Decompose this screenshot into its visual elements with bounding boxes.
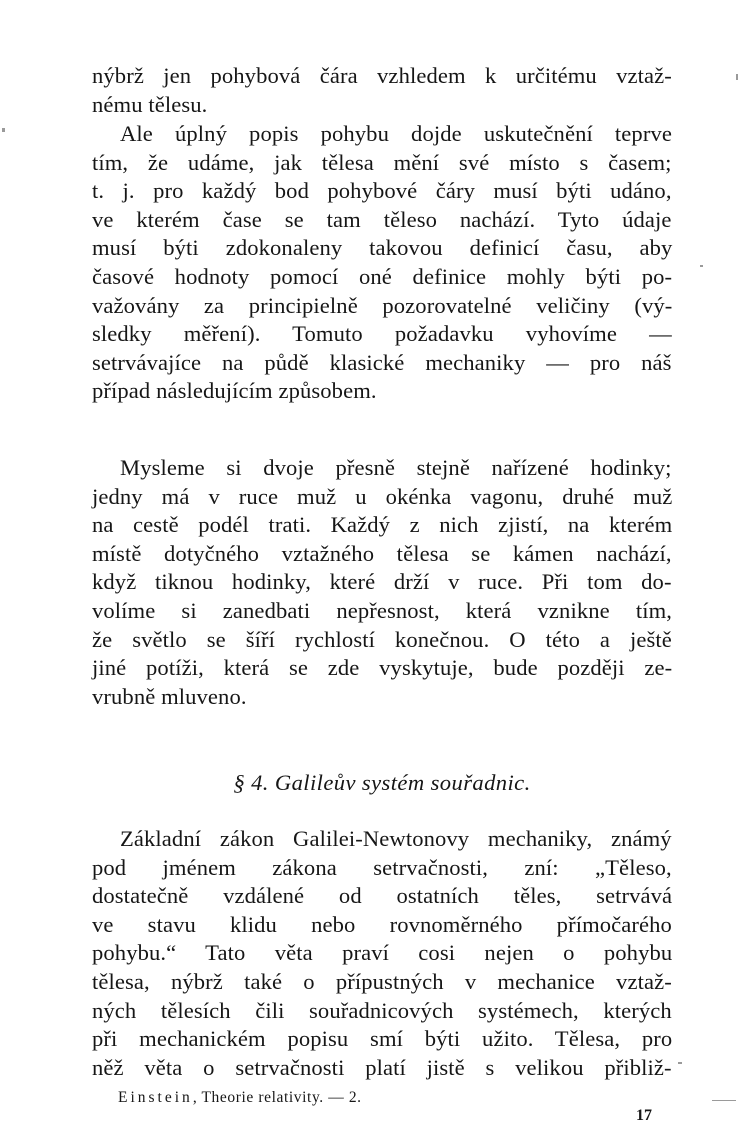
text-line: nýbrž jen pohybová čára vzhledem k určitému vztaž- (92, 63, 672, 88)
scan-speck (736, 74, 738, 80)
text-line: místě dotyčného vztažného tělesa se kámen nachází, (92, 540, 672, 566)
text-line: ve stavu klidu nebo rovnoměrného přímočarého (92, 911, 672, 937)
text-line: sledky měření). Tomuto požadavku vyhovíme — (92, 321, 672, 347)
scan-speck (712, 1100, 736, 1101)
text-line: musí býti zdokonaleny takovou definicí času, aby (92, 235, 673, 261)
scan-speck (700, 265, 703, 267)
text-line: jiné potíži, která se zde vyskytuje, bude později ze- (92, 655, 673, 681)
paragraph-4 (92, 825, 672, 1082)
text-line: tím, že udáme, jak tělesa mění své místo s časem; (92, 149, 672, 175)
scan-speck (678, 1062, 682, 1064)
paragraph-3 (92, 454, 672, 711)
scan-speck (2, 128, 5, 132)
text-line: ných tělesích čili souřadnicových systémech, kterých (92, 997, 672, 1023)
text-line: vrubně mluveno. (92, 683, 247, 709)
text-line: něž věta o setrvačnosti platí jistě s velikou přibliž- (92, 1054, 672, 1080)
text-line: jedny má v ruce muž u okénka vagonu, druhé muž (92, 483, 673, 509)
text-line: setrvávajíce na půdě klasické mechaniky — pro náš (92, 349, 672, 375)
text-line: při mechanickém popisu smí býti užito. Tělesa, pro (92, 1026, 673, 1052)
text-line: dostatečně vzdálené od ostatních těles, setrvává (92, 883, 673, 909)
text-line: pohybu.“ Tato věta praví cosi nejen o pohybu (92, 940, 673, 966)
page-number: 17 (636, 1107, 652, 1124)
book-page (92, 52, 673, 1124)
paragraph-1 (92, 62, 672, 119)
text-line: na cestě podél trati. Každý z nich zjistí, na kterém (92, 512, 673, 538)
text-line: važovány za principielně pozorovatelné veličiny (vý- (92, 292, 673, 318)
paragraph-2 (92, 120, 672, 406)
text-line: když tiknou hodinky, které drží v ruce. Při tom do- (92, 569, 672, 595)
footer-title: , Theorie relativity. — 2. (192, 1089, 362, 1106)
section-heading: § 4. Galileův systém souřadnic. (233, 770, 531, 795)
text-line: nému tělesu. (92, 91, 208, 117)
footer-signature (118, 1089, 362, 1107)
text-line: že světlo se šíří rychlostí konečnou. O této a ještě (92, 626, 672, 652)
footer-author: Einstein (118, 1089, 193, 1106)
text-line: Ale úplný popis pohybu dojde uskutečnění teprve (120, 121, 672, 146)
text-line: pod jménem zákona setrvačnosti, zní: „Těleso, (92, 854, 672, 880)
text-line: Základní zákon Galilei-Newtonovy mechaniky, známý (120, 826, 672, 851)
text-line: ve kterém čase se tam těleso nachází. Tyto údaje (92, 206, 672, 232)
text-line: Mysleme si dvoje přesně stejně nařízené hodinky; (120, 455, 672, 480)
text-line: t. j. pro každý bod pohybové čáry musí býti udáno, (92, 178, 672, 204)
text-line: případ následujícím způsobem. (92, 378, 377, 404)
text-line: volíme si zanedbati nepřesnost, která vznikne tím, (92, 597, 672, 623)
text-line: tělesa, nýbrž také o přípustných v mechanice vztaž- (92, 968, 672, 994)
text-line: časové hodnoty pomocí oné definice mohly býti po- (92, 263, 673, 289)
